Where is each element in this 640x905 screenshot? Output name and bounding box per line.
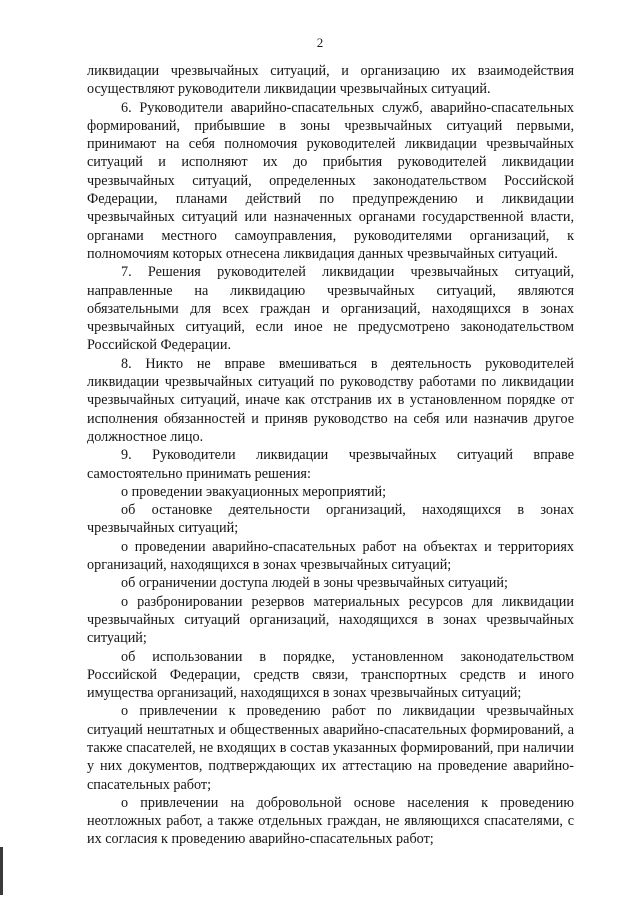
- list-item-volunteers: о привлечении на добровольной основе населения к проведению неотложных работ, а также отдельных граждан, не являющихся спасателями, с их согласия к проведению аварийно-спасательных работ;: [87, 794, 574, 848]
- scan-edge-mark: [0, 847, 3, 895]
- list-item-non-staff-formations: о привлечении к проведению работ по ликвидации чрезвычайных ситуаций нештатных и общественных аварийно-спасательных формирований, а также спасателей, не входящих в состав указанных формирований, при наличии у них документов, подтверждающих их аттестацию на проведение аварийно-спасательных работ;: [87, 703, 574, 793]
- list-item-rescue-works: о проведении аварийно-спасательных работ на объектах и территориях организаций, находящихся в зонах чрезвычайных ситуаций;: [87, 538, 574, 574]
- list-item-evacuation: о проведении эвакуационных мероприятий;: [121, 483, 387, 500]
- page-number: 2: [316, 35, 324, 50]
- paragraph-item-8: 8. Никто не вправе вмешиваться в деятельность руководителей ликвидации чрезвычайных ситуаций по руководству работами по ликвидации чрезвычайных ситуаций, иначе как отстранив их в установленном порядке от исполнения обязанностей и приняв руководство на себя или назначив другое должностное лицо.: [87, 355, 574, 445]
- list-item-access-restriction: об ограничении доступа людей в зоны чрезвычайных ситуаций;: [121, 575, 508, 592]
- paragraph-item-6: 6. Руководители аварийно-спасательных служб, аварийно-спасательных формирований, прибывшие в зоны чрезвычайных ситуаций первыми, принимают на себя полномочия руководителей ликвидации чрезвычайных ситуаций и исполняют их до прибытия руководителей ликвидации чрезвычайных ситуаций, определенных законодательством Российской Федерации, планами действий по предупреждению и ликвидации чрезвычайных ситуаций или назначенных органами государственной власти, органами местного самоуправления, руководителями организаций, к полномочиям которых отнесена ликвидация данных чрезвычайных ситуаций.: [87, 99, 574, 262]
- paragraph-item-7: 7. Решения руководителей ликвидации чрезвычайных ситуаций, направленные на ликвидацию чрезвычайных ситуаций, являются обязательными для всех граждан и организаций, находящихся в зонах чрезвычайных ситуаций, если иное не предусмотрено законодательством Российской Федерации.: [87, 264, 574, 354]
- document-body: [87, 62, 574, 849]
- paragraph-continuation: ликвидации чрезвычайных ситуаций, и организацию их взаимодействия осуществляют руководители ликвидации чрезвычайных ситуаций.: [87, 63, 574, 98]
- paragraph-item-9: 9. Руководители ликвидации чрезвычайных ситуаций вправе самостоятельно принимать решения:: [87, 447, 574, 482]
- list-item-communications: об использовании в порядке, установленном законодательством Российской Федерации, средств связи, транспортных средств и иного имущества организаций, находящихся в зонах чрезвычайных ситуаций;: [87, 648, 574, 702]
- list-item-stop-activity: об остановке деятельности организаций, находящихся в зонах чрезвычайных ситуаций;: [87, 502, 574, 537]
- list-item-reserves: о разбронировании резервов материальных ресурсов для ликвидации чрезвычайных ситуаций организаций, находящихся в зонах чрезвычайных ситуаций;: [87, 593, 574, 647]
